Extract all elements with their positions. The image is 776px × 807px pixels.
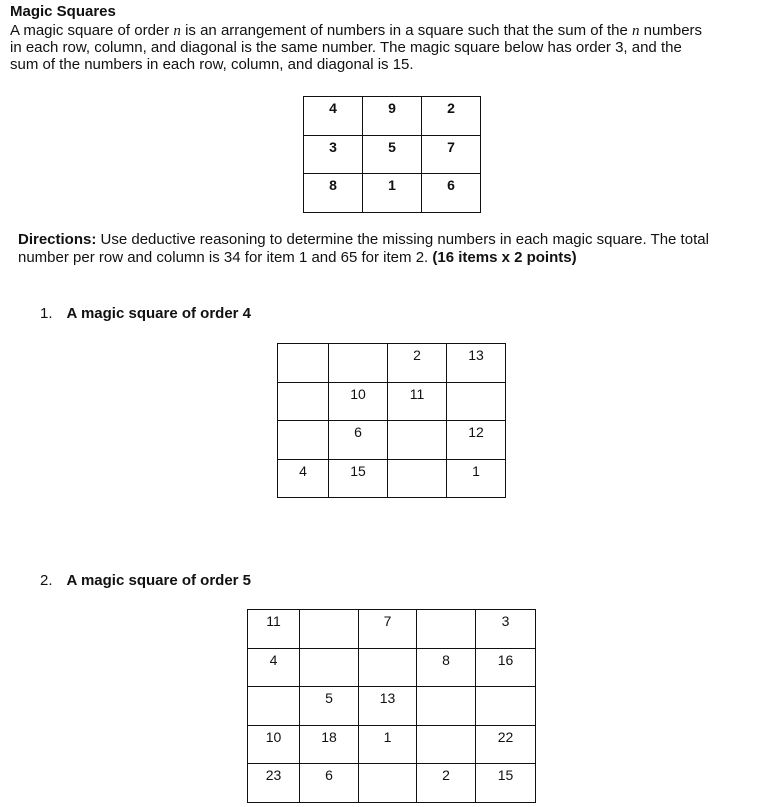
number-cell: 6 [329,421,388,460]
blank-cell[interactable] [278,344,329,383]
number-cell: 15 [329,459,388,498]
blank-cell[interactable] [278,382,329,421]
blank-cell[interactable] [417,687,476,726]
square-row [248,610,536,649]
intro-text: numbers [639,22,703,39]
number-cell: 4 [304,97,363,136]
blank-cell[interactable] [329,344,388,383]
number-cell: 2 [417,764,476,803]
blank-cell[interactable] [359,764,417,803]
square-row [248,764,536,803]
number-cell: 1 [447,459,506,498]
number-cell: 7 [359,610,417,649]
blank-cell[interactable] [388,459,447,498]
example-magic-square [303,96,481,213]
number-cell: 2 [388,344,447,383]
item-number: 2. [40,572,53,589]
blank-cell[interactable] [278,421,329,460]
number-cell: 3 [476,610,536,649]
number-cell: 10 [248,725,300,764]
number-cell: 1 [359,725,417,764]
number-cell: 13 [447,344,506,383]
number-cell: 18 [300,725,359,764]
blank-cell[interactable] [388,421,447,460]
item-number: 1. [40,305,53,322]
blank-cell[interactable] [476,687,536,726]
number-cell: 16 [476,648,536,687]
number-cell: 13 [359,687,417,726]
square-row [248,687,536,726]
directions-text: number per row and column is 34 for item 1 and 65 for item 2. [18,249,433,266]
directions-label: Directions: [18,231,97,248]
intro-line-3: sum of the numbers in each row, column, and diagonal is 15. [10,56,414,73]
intro-text: is an arrangement of numbers in a square such that the sum of the [180,22,633,39]
item-title: A magic square of order 4 [66,305,252,322]
blank-cell[interactable] [417,610,476,649]
number-cell: 11 [388,382,447,421]
item-title: A magic square of order 5 [66,572,252,589]
magic-square-order-5 [247,609,536,803]
number-cell: 7 [422,135,481,174]
number-cell: 10 [329,382,388,421]
square-row [278,459,506,498]
square-row [304,97,481,136]
blank-cell[interactable] [359,648,417,687]
number-cell: 6 [300,764,359,803]
number-cell: 5 [363,135,422,174]
number-cell: 5 [300,687,359,726]
number-cell: 15 [476,764,536,803]
blank-cell[interactable] [300,610,359,649]
number-cell: 4 [248,648,300,687]
intro-line-1 [10,22,702,40]
magic-square-order-4 [277,343,506,498]
square-row [248,725,536,764]
number-cell: 9 [363,97,422,136]
points-note: (16 items x 2 points) [432,249,577,266]
directions-line-2 [18,249,577,266]
variable-n: n [632,23,640,39]
number-cell: 11 [248,610,300,649]
number-cell: 1 [363,174,422,213]
blank-cell[interactable] [417,725,476,764]
number-cell: 23 [248,764,300,803]
square-row [278,421,506,460]
item-1-heading [40,305,251,322]
square-row [278,344,506,383]
intro-line-2: in each row, column, and diagonal is the same number. The magic square below has order 3, and the [10,39,682,56]
square-row [304,135,481,174]
item-2-heading [40,572,251,589]
number-cell: 4 [278,459,329,498]
number-cell: 12 [447,421,506,460]
intro-text: A magic square of order [10,22,174,39]
number-cell: 22 [476,725,536,764]
number-cell: 6 [422,174,481,213]
blank-cell[interactable] [248,687,300,726]
number-cell: 3 [304,135,363,174]
number-cell: 2 [422,97,481,136]
variable-n: n [173,23,181,39]
blank-cell[interactable] [300,648,359,687]
directions-line-1 [18,231,709,248]
page-title: Magic Squares [10,3,116,20]
directions-text: Use deductive reasoning to determine the missing numbers in each magic square. The total [96,231,709,248]
blank-cell[interactable] [447,382,506,421]
number-cell: 8 [304,174,363,213]
square-row [248,648,536,687]
square-row [278,382,506,421]
square-row [304,174,481,213]
number-cell: 8 [417,648,476,687]
